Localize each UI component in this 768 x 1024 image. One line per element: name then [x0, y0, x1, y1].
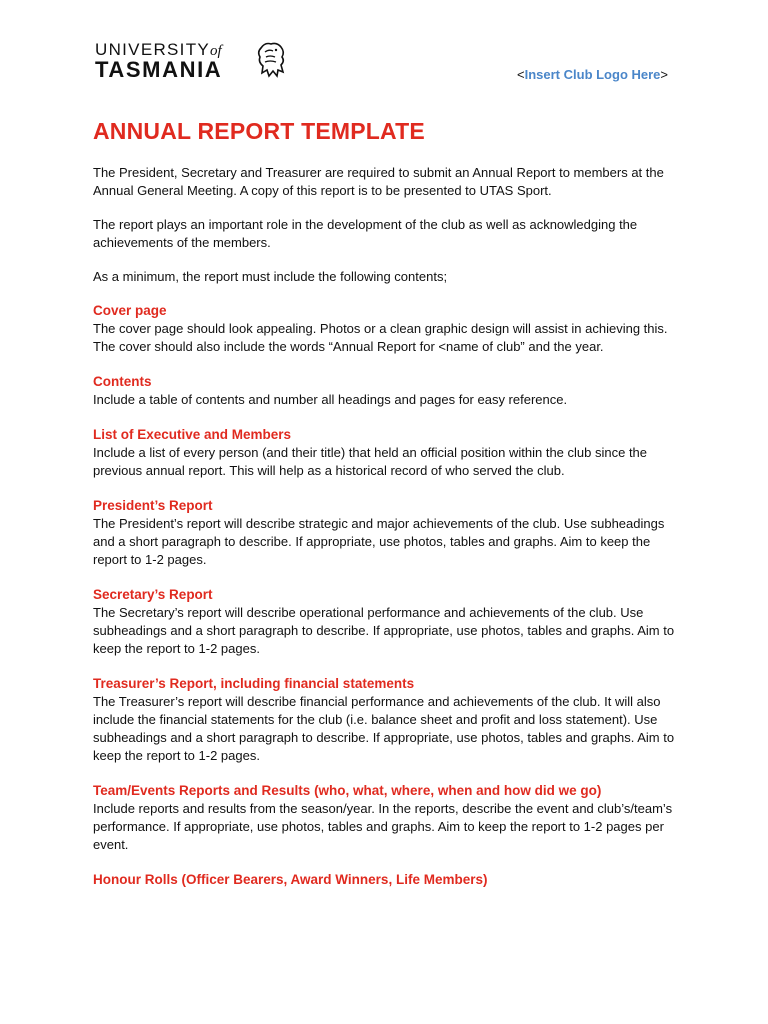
- university-logo: [95, 40, 295, 84]
- section-body: Include a table of contents and number all headings and pages for easy reference.: [93, 392, 568, 407]
- section-body: Include a list of every person (and their title) that held an official position within the club since the previous annual report. This will help as a historical record of who served the club.: [93, 445, 648, 478]
- intro-paragraph: The report plays an important role in the development of the club as well as acknowledging the achievements of the members.: [93, 217, 638, 250]
- intro-paragraph: As a minimum, the report must include the following contents;: [93, 269, 448, 284]
- section-heading: Secretary’s Report: [93, 587, 213, 602]
- document-body: [93, 116, 678, 906]
- section-cover-page: [93, 302, 678, 356]
- section-honour-rolls: [93, 871, 678, 889]
- section-team-events-reports: [93, 782, 678, 854]
- section-heading: Treasurer’s Report, including financial statements: [93, 676, 415, 691]
- section-heading: Honour Rolls (Officer Bearers, Award Winners, Life Members): [93, 872, 488, 887]
- section-heading: President’s Report: [93, 498, 213, 513]
- club-logo-placeholder: [517, 67, 668, 83]
- document-title: ANNUAL REPORT TEMPLATE: [93, 118, 425, 144]
- section-secretarys-report: [93, 586, 678, 658]
- club-logo-close-bracket: >: [660, 67, 668, 82]
- club-logo-open-bracket: <: [517, 67, 525, 82]
- lion-crest-icon: [255, 40, 287, 80]
- section-heading: Contents: [93, 374, 152, 389]
- section-body: The cover page should look appealing. Photos or a clean graphic design will assist in achieving this. The cover should also include the words “Annual Report for <name of club” and the year.: [93, 321, 668, 354]
- section-heading: Cover page: [93, 303, 167, 318]
- club-logo-placeholder-text: Insert Club Logo Here: [524, 67, 661, 82]
- section-contents: [93, 373, 678, 409]
- section-treasurers-report: [93, 675, 678, 765]
- section-presidents-report: [93, 497, 678, 569]
- logo-of-text: of: [210, 43, 222, 59]
- logo-university-text: UNIVERSITY: [95, 40, 211, 59]
- section-body: The Secretary’s report will describe operational performance and achievements of the club. Use subheadings and a short paragraph to describe. If appropriate, use photos, tables and graphs. Aim to keep the report to 1-2 pages.: [93, 605, 675, 656]
- section-executive-members: [93, 426, 678, 480]
- section-body: The Treasurer’s report will describe financial performance and achievements of the club. It will also include the financial statements for the club (i.e. balance sheet and profit and loss statement). Use subheadings and a short paragraph to describe. If appropriate, use photos, tables and graphs. Aim to keep the report to 1-2 pages.: [93, 694, 675, 763]
- intro-paragraph: The President, Secretary and Treasurer are required to submit an Annual Report to members at the Annual General Meeting. A copy of this report is to be presented to UTAS Sport.: [93, 165, 664, 198]
- section-body: The President’s report will describe strategic and major achievements of the club. Use subheadings and a short paragraph to describe. If appropriate, use photos, tables and graphs. Aim to keep the report to 1-2 pages.: [93, 516, 665, 567]
- section-body: Include reports and results from the season/year. In the reports, describe the event and club’s/team’s performance. If appropriate, use photos, tables and graphs. Aim to keep the report to 1-2 pages per event.: [93, 801, 673, 852]
- logo-tasmania-text: TASMANIA: [95, 57, 223, 82]
- section-heading: Team/Events Reports and Results (who, what, where, when and how did we go): [93, 783, 602, 798]
- section-heading: List of Executive and Members: [93, 427, 292, 442]
